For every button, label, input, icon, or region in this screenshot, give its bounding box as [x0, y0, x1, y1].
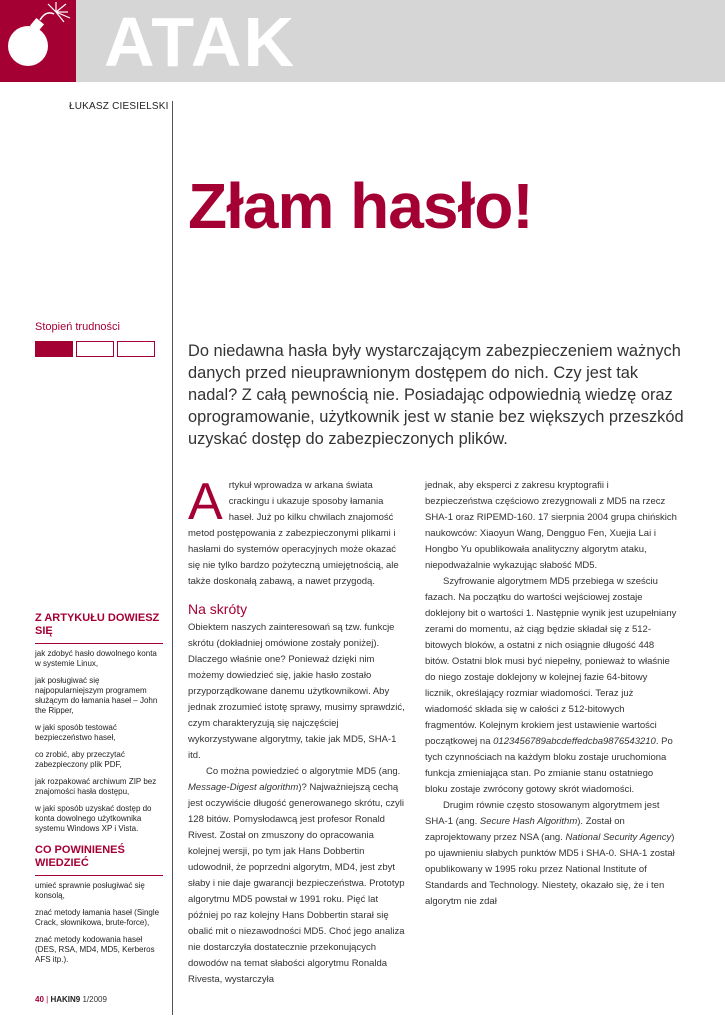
body-paragraph: jednak, aby eksperci z zakresu kryptografii i bezpieczeństwa częściowo zrezygnowali z MD5 na rzecz SHA-1 oraz RIPEMD-160. 17 sierpnia 2004 grupa chińskich naukowców: Xiaoyun Wang, Dengguo Fen, Xuejia Lai i Hongbo Yu opublikowała analityczny algorytm ataku, niepodważalnie wykazując słabość MD5.: [425, 480, 677, 571]
list-item: jak rozpakować archiwum ZIP bez znajomości hasła dostępu,: [35, 777, 157, 796]
page-footer: 40 | HAKIN9 1/2009: [35, 995, 107, 1004]
body-paragraph: Obiektem naszych zainteresowań są tzw. funkcje skrótu (dokładniej omówione zostały poniżej). Dlaczego właśnie one? Ponieważ dzięki nim możemy dowiedzieć się, jakie hasło zostało przyporządkowane danemu użytkownikowi. Aby jednak zrozumieć istotę sprawy, musimy sprawdzić, czym charakteryzują się najczęściej wykorzystywane algorytmy, takie jak MD5, SHA-1 itd.: [188, 622, 405, 761]
sidebar-rule: [35, 875, 163, 876]
list-item: umieć sprawnie posługiwać się konsolą,: [35, 881, 145, 900]
lead-paragraph: Do niedawna hasła były wystarczającym zabezpieczeniem ważnych danych przed nieuprawnionym dostępem do nich. Czy jest tak nadal? Z całą pewnością nie. Posiadając odpowiednią wiedzę oraz oprogramowanie, użytkownik jest w stanie bez większych przeszkód uzyskać dostęp do zabezpieczonych plików.: [188, 342, 684, 448]
learn-heading: Z ARTYKUŁU DOWIESZ SIĘ: [35, 612, 160, 637]
difficulty-box-3: [117, 341, 155, 357]
difficulty-box-2: [76, 341, 114, 357]
list-item: w jaki sposób testować bezpieczeństwo haseł,: [35, 723, 117, 742]
page-number: 40: [35, 995, 44, 1004]
section-title: ATAK: [104, 3, 297, 81]
list-item: znać metody kodowania haseł (DES, RSA, MD4, MD5, Kerberos AFS itp.).: [35, 935, 155, 964]
body-column-middle: [188, 473, 406, 988]
list-item: w jaki sposób uzyskać dostęp do konta dowolnego użytkownika systemu Windows XP i Vista.: [35, 804, 152, 833]
difficulty-label: Stopień trudności: [35, 321, 120, 333]
body-column-right: [425, 478, 677, 910]
intro-paragraph: Artykuł wprowadza w arkana świata crackingu i ukazuje sposoby łamania haseł. Już po kilku chwilach znajomość metod postępowania z zabezpieczonymi plikami i hasłami do systemów operacyjnych może okazać się nie tylko bardzo pożyteczną umiejętnością, ale także doskonałą zabawą, a nawet przygodą.: [188, 473, 399, 587]
list-item: jak posługiwać się najpopularniejszym programem służącym do łamania haseł – John the Ripper,: [35, 676, 158, 715]
column-divider: [172, 101, 173, 1015]
list-item: co zrobić, aby przeczytać zabezpieczony plik PDF,: [35, 750, 125, 769]
list-item: znać metody łamania haseł (Single Crack, słownikowa, brute-force),: [35, 908, 160, 927]
bomb-logo: [0, 0, 76, 82]
issue-number: 1/2009: [82, 995, 107, 1004]
difficulty-box-1: [35, 341, 73, 357]
subheading: Na skróty: [188, 601, 248, 617]
body-paragraph: Drugim równie często stosowanym algorytmem jest SHA-1 (ang. Secure Hash Algorithm). Został on zaprojektowany przez NSA (ang. National Security Agency) po ujawnieniu słabych punktów MD5 i SHA-0. SHA-1 został opublikowany w 1995 roku przez National Institute of Standards and Technology. Niestety, okazało się, że i ten algorytm nie zdał: [425, 800, 675, 907]
author-name: ŁUKASZ CIESIELSKI: [69, 101, 169, 112]
magazine-name: HAKIN9: [50, 995, 81, 1004]
list-item: jak zdobyć hasło dowolnego konta w systemie Linux,: [35, 649, 157, 668]
body-paragraph: Szyfrowanie algorytmem MD5 przebiega w sześciu fazach. Na początku do wartości wejściowej zostaje doklejony bit o wartości 1. Następnie wynik jest uzupełniany zerami do momentu, aż ciąg będzie składał się z 512-bitowych bloków, a ostatni z nich osiągnie długość 448 bitów. Ostatni blok musi być niepełny, ponieważ to właśnie do niego zostaje doklejony w kolejnej fazie 64-bitowy licznik, określający rozmiar wiadomości. Teraz już wiadomość składa się w całości z 512-bitowych fragmentów. Kolejnym krokiem jest ustawienie wartości początkowej na 0123456789abcdeffedcba9876543210. Po tych czynnościach na każdym bloku zostaje uruchomiona funkcja zmieniająca stan. Po zmianie stanu ostatniego bloku zostaje zwrócony gotowy skrót wiadomości.: [425, 576, 677, 795]
body-paragraph: Co można powiedzieć o algorytmie MD5 (ang. Message-Digest algorithm)? Najważniejszą cechą jest oczywiście długość generowanego skrótu, czyli 128 bitów. Pomysłodawcą jest profesor Ronald Rivest. Został on zmuszony do opracowania kolejnej wersji, po tym jak Hans Dobbertin udowodnił, że poprzedni algorytm, MD4, jest zbyt słaby i nie daje gwarancji bezpieczeństwa. Prototyp algorytmu MD5 powstał w 1991 roku. Pięć lat później po raz kolejny Hans Dobbertin starał się obalić mit o niezawodności MD5. Choć jego analiza nie dostarczyła dostatecznie przekonujących dowodów na temat słabości algorytmu Ronalda Rivesta, wystarczyła: [188, 766, 405, 985]
bomb-icon: [0, 0, 76, 82]
drop-cap: A: [188, 473, 223, 531]
article-title: Złam hasło!: [188, 170, 533, 242]
sidebar: [35, 612, 163, 972]
sidebar-rule: [35, 643, 163, 644]
know-heading: CO POWINIENEŚ WIEDZIEĆ: [35, 844, 125, 869]
